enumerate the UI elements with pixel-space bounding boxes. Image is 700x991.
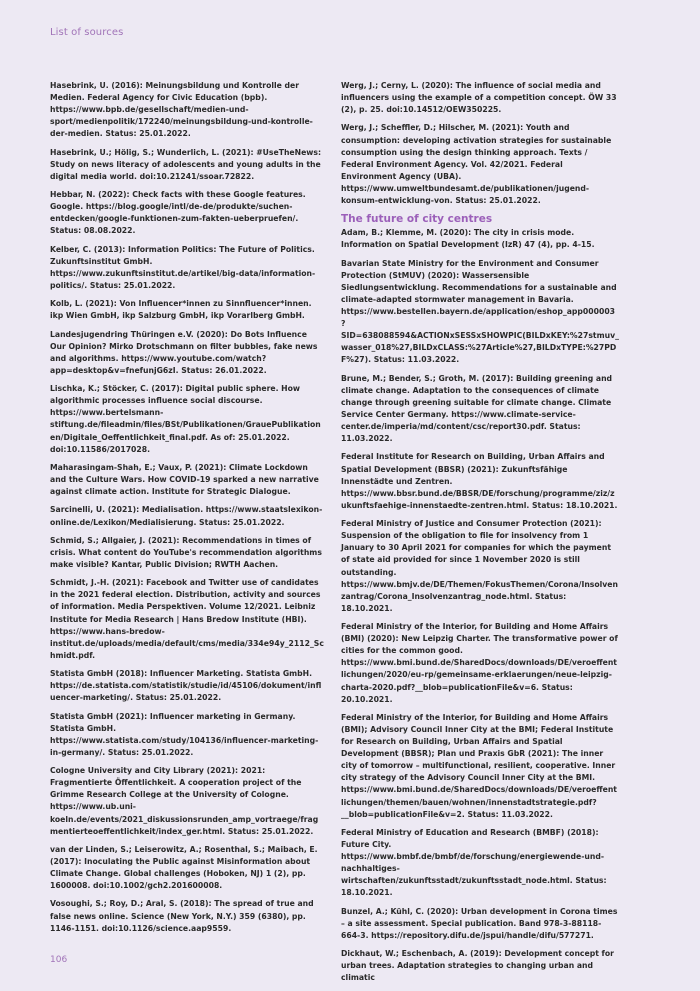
reference-entry: Maharasingam-Shah, E.; Vaux, P. (2021): Climate Lockdown and the Culture Wars. How COVID-19 sparked a new narrative against climate action. Institute for Strategic Dialogue. [50,462,319,497]
reference-entry: Bavarian State Ministry for the Environment and Consumer Protection (StMUV) (2020): Wassersensible Siedlungsentwicklung. Recommendations for a sustainable and climate-adapted stormwater management in Bavaria. https://www.bestellen.bayern.de/application/eshop_app000003?SID=638088594&ACTIONxSESSxSHOWPIC(BILDxKEY:%27stmuv_wasser_018%27,BILDxCLASS:%27Article%27,BILDxTYPE:%27PDF%27). Status: 11.03.2022. [341,258,619,365]
reference-entry: Kelber, C. (2013): Information Politics: The Future of Politics. Zukunftsinstitut GmbH. https://www.zukunftsinstitut.de/artikel/big-data/information-politics/. Status: 25.01.2022. [50,244,316,290]
reference-entry: Hasebrink, U. (2016): Meinungsbildung und Kontrolle der Medien. Federal Agency for Civic Education (bpb). https://www.bpb.de/gesellschaft/medien-und-sport/medienpolitik/172240/meinungsbildung-und-kontrolle-der-medien. Status: 25.01.2022. [50,81,313,139]
reference-entry: Adam, B.; Klemme, M. (2020): The city in crisis mode. Information on Spatial Development (IzR) 47 (4), pp. 4-15. [341,228,595,250]
reference-entry: Werg, J.; Scheffler, D.; Hilscher, M. (2021): Youth and consumption: developing activation strategies for sustainable consumption using the design thinking approach. Texts / Federal Environment Agency. Vol. 42/2021. Federal Environment Agency (UBA). https://www.umweltbundesamt.de/publikationen/jugend-konsum-entwicklung-von. Status: 25.01.2022. [341,123,612,206]
reference-entry: Bunzel, A.; Kühl, C. (2020): Urban development in Corona times – a site assessment. Special publication. Band 978-3-88118-664-3. https://repository.difu.de/jspui/handle/difu/577271. [341,906,618,940]
reference-entry: Federal Institute for Research on Building, Urban Affairs and Spatial Development (BBSR) (2021): Zukunftsfähige Innenstädte und Zentren. https://www.bbsr.bund.de/BBSR/DE/forschung/programme/ziz/zukunftsfaehige-innenstaedte-zentren.html. Status: 18.10.2021. [341,452,618,510]
reference-entry: Federal Ministry of the Interior, for Building and Home Affairs (BMI); Advisory Council Inner City at the BMI; Federal Institute for Research on Building, Urban Affairs and Spatial Development (BBSR); Plan und Praxis GbR (2021): The inner city of tomorrow – multifunctional, resilient, cooperative. Inner city strategy of the Advisory Council Inner City at the BMI. https://www.bmi.bund.de/SharedDocs/downloads/DE/veroeffentlichungen/themen/bauen/wohnen/innenstadtstrategie.pdf?__blob=publicationFile&v=2. Status: 11.03.2022. [341,712,617,819]
reference-entry: Statista GmbH (2021): Influencer marketing in Germany. Statista GmbH. https://www.statista.com/study/104136/influencer-marketing-in-germany/. Status: 25.01.2022. [50,711,319,757]
reference-entry: Cologne University and City Library (2021): 2021: Fragmentierte Öffentlichkeit. A cooperation project of the Grimme Research College at the University of Cologne. https://www.ub.uni-koeln.de/events/2021_diskussionsrunden_amp_vortraege/fragmentierteoeffentlichkeit/index_ger.html. Status: 25.01.2022. [50,766,319,836]
reference-entry: Statista GmbH (2018): Influencer Marketing. Statista GmbH. https://de.statista.com/statistik/studie/id/45106/dokument/influencer-marketing/. Status: 25.01.2022. [50,669,322,703]
right-column [341,80,619,991]
reference-entry: Schmidt, J.-H. (2021): Facebook and Twitter use of candidates in the 2021 federal election. Distribution, activity and sources of information. Media Perspektiven. Volume 12/2021. Leibniz Institute for Media Research | Hans Bredow Institute (HBI). https://www.hans-bredow-institut.de/uploads/media/default/cms/media/334e94y_2112_Schmidt.pdf. [50,578,324,660]
reference-entry: Brune, M.; Bender, S.; Groth, M. (2017): Building greening and climate change. Adaptation to the consequences of climate change through greening suitable for climate change. Climate Service Center Germany. https://www.climate-service-center.de/imperia/md/content/csc/report30.pdf. Status: 11.03.2022. [341,373,613,444]
reference-entry: Werg, J.; Cerny, L. (2020): The influence of social media and influencers using the example of a competition concept. ÖW 33 (2), p. 25. doi:10.14512/OEW350225. [341,81,617,115]
running-header: List of sources [50,27,124,38]
reference-entry: Federal Ministry of Justice and Consumer Protection (2021): Suspension of the obligation to file for insolvency from 1 January to 30 April 2021 for companies for which the payment of state aid provided for since 1 November 2020 is still outstanding. https://www.bmjv.de/DE/Themen/FokusThemen/Corona/Insolvenzantrag/Corona_Insolvenzantrag_node.html. Status: 18.10.2021. [341,519,618,613]
reference-entry: Federal Ministry of Education and Research (BMBF) (2018): Future City. https://www.bmbf.de/bmbf/de/forschung/energiewende-und-nachhaltiges-wirtschaften/zukunftsstadt/zukunftsstadt_node.html. Status: 18.10.2021. [341,827,607,898]
reference-entry: Schmid, S.; Allgaier, J. (2021): Recommendations in times of crisis. What content do YouTube's recommendation algorithms make visible? Kantar, Public Division; RWTH Aachen. [50,535,322,569]
left-column [50,80,325,941]
reference-entry: Sarcinelli, U. (2021): Medialisation. https://www.staatslexikon-online.de/Lexikon/Medialisierung. Status: 25.01.2022. [50,505,323,527]
reference-entry: Vosoughi, S.; Roy, D.; Aral, S. (2018): The spread of true and false news online. Science (New York, N.Y.) 359 (6380), pp. 1146-1151. doi:10.1126/science.aap9559. [50,899,314,933]
reference-entry: Landesjugendring Thüringen e.V. (2020): Do Bots Influence Our Opinion? Mirko Drotschmann on filter bubbles, fake news and algorithms. https://www.youtube.com/watch?app=desktop&v=fnefunjG6zI. Status: 26.01.2022. [50,329,318,375]
reference-entry: Kolb, L. (2021): Von Influencer*innen zu Sinnfluencer*innen. ikp Wien GmbH, ikp Salzburg GmbH, ikp Vorarlberg GmbH. [50,299,312,321]
reference-entry: Lischka, K.; Stöcker, C. (2017): Digital public sphere. How algorithmic processes influence social discourse. https://www.bertelsmann-stiftung.de/fileadmin/files/BSt/Publikationen/GrauePublikationen/Digitale_Oeffentlichkeit_final.pdf. As of: 25.01.2022. doi:10.11586/2017028. [50,384,321,454]
reference-entry: Hasebrink, U.; Hölig, S.; Wunderlich, L. (2021): #UseTheNews: Study on news literacy of adolescents and young adults in the digital media world. doi:10.21241/ssoar.72822. [50,147,322,181]
section-heading: The future of city centres [341,213,493,226]
reference-entry: Hebbar, N. (2022): Check facts with these Google features. Google. https://blog.google/intl/de-de/produkte/suchen-entdecken/google-funktionen-zum-fakten-ueberpruefen/. Status: 08.08.2022. [50,190,306,236]
reference-entry: Federal Ministry of the Interior, for Building and Home Affairs (BMI) (2020): New Leipzig Charter. The transformative power of cities for the common good. https://www.bmi.bund.de/SharedDocs/downloads/DE/veroeffentlichungen/2020/eu-rp/gemeinsame-erklaerungen/neue-leipzig-charta-2020.pdf?__blob=publicationFile&v=6. Status: 20.10.2021. [341,622,618,704]
reference-entry: van der Linden, S.; Leiserowitz, A.; Rosenthal, S.; Maibach, E. (2017): Inoculating the Public against Misinformation about Climate Change. Global challenges (Hoboken, NJ) 1 (2), pp. 1600008. doi:10.1002/gch2.201600008. [50,844,318,891]
page-number: 106 [50,955,68,965]
reference-entry: Dickhaut, W.; Eschenbach, A. (2019): Development concept for urban trees. Adaptation strategies to changing urban and climatic [341,949,614,983]
